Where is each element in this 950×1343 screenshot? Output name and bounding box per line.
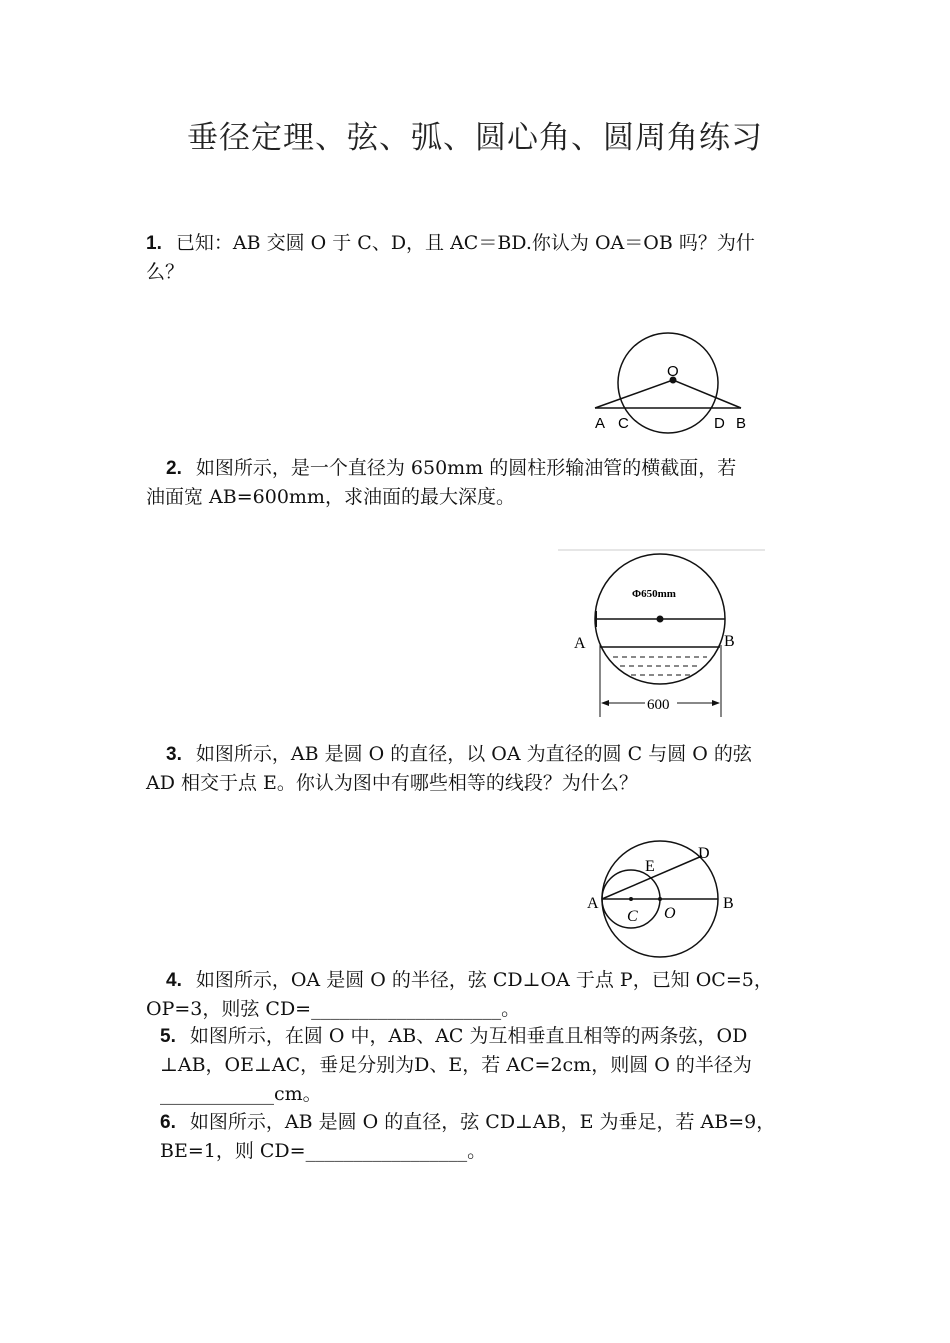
question-text: 如图所示，AB 是圆 O 的直径，以 OA 为直径的圆 C 与圆 O 的弦 [195, 743, 752, 765]
figure-3-circle-diagram [580, 838, 750, 963]
label-o: O [667, 363, 679, 380]
question-number: 2. [166, 458, 182, 479]
question-text-cont: ⊥AB，OE⊥AC，垂足分别为D、E，若 AC=2cm，则圆 O 的半径为 [160, 1054, 752, 1076]
figure-2-pipe-diagram [555, 545, 770, 725]
arrow-right [712, 700, 720, 706]
question-text: 如图所示，AB 是圆 O 的直径，弦 CD⊥AB，E 为垂足，若 AB=9， [189, 1111, 776, 1133]
label-b: B [736, 415, 747, 432]
question-text-cont: AD 相交于点 E。你认为图中有哪些相等的线段？为什么？ [146, 772, 638, 794]
page-title: 垂径定理、弦、弧、圆心角、圆周角练习 [187, 120, 763, 156]
question-text-cont: 油面宽 AB=600mm，求油面的最大深度。 [146, 486, 515, 508]
label-b: B [723, 895, 734, 912]
figure-1-circle-diagram [585, 328, 755, 438]
question-text: 如图所示，在圆 O 中，AB、AC 为互相垂直且相等的两条弦，OD [189, 1025, 748, 1047]
segment-ob [673, 380, 741, 408]
question-1 [146, 229, 816, 287]
question-4 [146, 966, 816, 1024]
diameter-label: Φ650mm [632, 588, 676, 600]
label-c: C [618, 415, 629, 432]
question-2 [146, 454, 816, 512]
question-3 [146, 740, 816, 798]
label-e: E [645, 858, 655, 875]
question-text-cont: BE=1，则 CD=_________________。 [160, 1140, 487, 1162]
label-c: C [627, 908, 638, 925]
question-6 [160, 1108, 816, 1166]
label-o: O [664, 905, 676, 922]
point-o [658, 897, 662, 901]
circle-o [618, 333, 718, 433]
question-text: 已知：AB 交圆 O 于 C、D，且 AC＝BD.你认为 OA＝OB 吗？为什 [175, 232, 755, 254]
label-a: A [587, 895, 599, 912]
question-number: 1. [146, 233, 162, 254]
label-a: A [595, 415, 606, 432]
label-b: B [724, 633, 735, 650]
label-a: A [574, 635, 586, 652]
width-label: 600 [647, 697, 670, 713]
question-number: 3. [166, 744, 182, 765]
question-number: 4. [166, 970, 182, 991]
question-text-cont: OP=3，则弦 CD=____________________。 [146, 998, 521, 1020]
question-text-cont: ____________cm。 [160, 1083, 322, 1105]
question-text: 如图所示，OA 是圆 O 的半径，弦 CD⊥OA 于点 P，已知 OC=5， [195, 969, 773, 991]
arrow-left [601, 700, 609, 706]
question-text: 如图所示，是一个直径为 650mm 的圆柱形输油管的横截面，若 [195, 457, 737, 479]
question-text-cont: 么？ [146, 261, 185, 283]
label-d: D [714, 415, 725, 432]
label-d: D [698, 845, 710, 862]
question-number: 6. [160, 1112, 176, 1133]
question-5 [160, 1022, 816, 1109]
segment-oa [595, 380, 673, 408]
point-c [629, 897, 633, 901]
center-point [657, 616, 664, 623]
question-number: 5. [160, 1026, 176, 1047]
